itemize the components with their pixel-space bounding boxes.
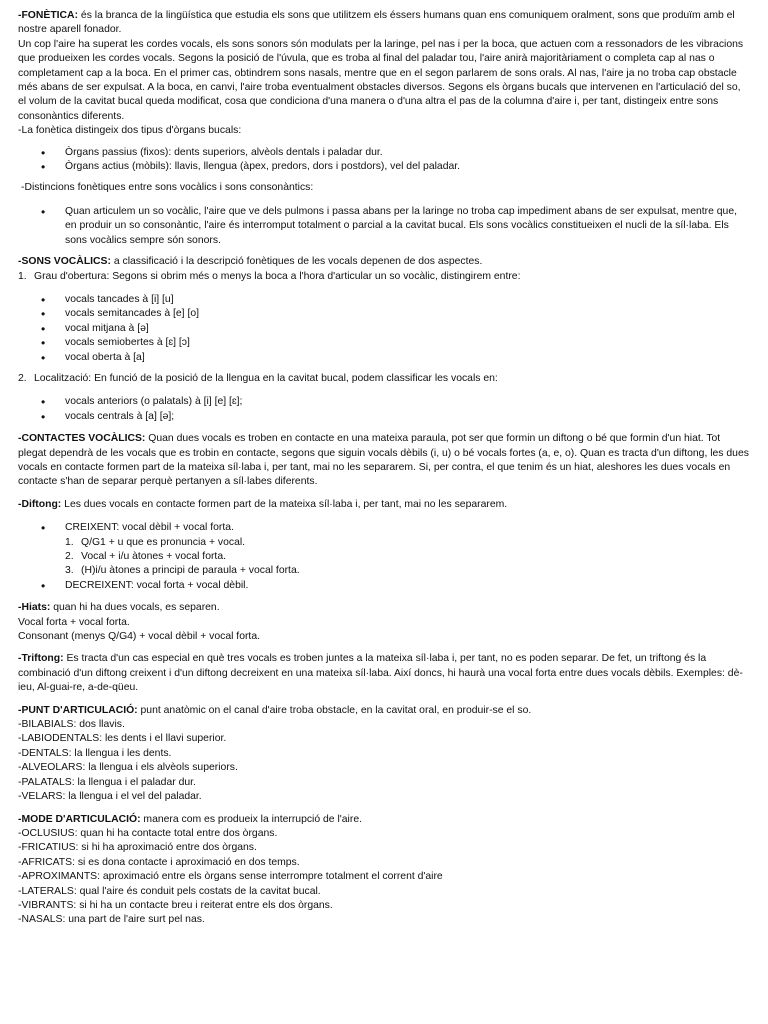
mode-item: -APROXIMANTS: aproximació entre els òrgans sense interrompre totalment el corrent d'aire <box>18 871 443 883</box>
triftong-title: -Triftong: <box>18 653 64 665</box>
hiats-line: Vocal forta + vocal forta. <box>18 616 130 628</box>
list-item: 2. Vocal + i/u àtones + vocal forta. <box>65 551 226 562</box>
punt-item: -BILABIALS: dos llavis. <box>18 719 125 731</box>
list-item: 2. Localització: En funció de la posició de la llengua en la cavitat bucal, podem classificar les vocals en: <box>18 372 498 384</box>
mode-paragraph: -MODE D'ARTICULACIÓ: manera com es produeix la interrupció de l'aire. <box>18 813 362 825</box>
grau-obertura-list <box>18 293 750 365</box>
list-item: • vocals centrals à [a] [ə]; <box>18 410 750 424</box>
diftong-list <box>18 521 750 593</box>
punt-item: -DENTALS: la llengua i les dents. <box>18 747 172 759</box>
localitzacio-list <box>18 395 750 424</box>
punt-title: -PUNT D'ARTICULACIÓ: <box>18 704 138 716</box>
fonetica-paragraph: Un cop l'aire ha superat les cordes vocals, els sons sonors són modulats per la laringe, pel nas i per la boca, que actuen com a ressonadors de les vibracions que produeixen les cordes vocals. Segons la posició de l'úvula, que es troba al final del paladar tou, l'aire anirà majoritàriament o completa cap al nas o completament cap a la boca. En el primer cas, obtindrem sons nasals, mentre que en el segon parlarem de sons orals. Al nas, l'aire ja no troba cap obstacle més abans de ser expulsat. A la boca, en canvi, l'aire troba eventualment obstacles diversos. Segons els òrgans bucals que intervenen en l'articulació del so, el volum de la cavitat bucal queda modificat, cosa que condiciona d'una manera o d'una altra el pas de la columna d'aire i, per tant, distingeix entre sons consonàntics diferents. <box>18 38 744 122</box>
punt-item: -PALATALS: la llengua i el paladar dur. <box>18 776 196 788</box>
hiats-line: Consonant (menys Q/G4) + vocal dèbil + vocal forta. <box>18 631 260 643</box>
punt-paragraph: -PUNT D'ARTICULACIÓ: punt anatòmic on el canal d'aire troba obstacle, en la cavitat oral, en produir-se el so. <box>18 704 532 716</box>
list-item: • vocal mitjana à [ə] <box>18 322 750 336</box>
creixent-sublist <box>65 536 750 579</box>
triftong-paragraph: -Triftong: Es tracta d'un cas especial en què tres vocals es troben juntes a la mateixa síl·laba i, per tant, no es poden separar. De fet, un triftong és la combinació d'un diftong creixent i d'un diftong decreixent en una mateixa síl·laba. Així doncs, hi haurà una vocal forta entre dues vocals dèbils. Exemples: dè-ieu, Al-guai-re, a-de-qüeu. <box>18 653 743 694</box>
mode-item: -AFRICATS: si es dona contacte i aproximació en dos temps. <box>18 856 300 868</box>
list-item: 3. (H)i/u àtones a principi de paraula + vocal forta. <box>65 565 300 577</box>
diftong-paragraph: -Diftong: Les dues vocals en contacte formen part de la mateixa síl·laba i, per tant, mai no les separarem. <box>18 498 508 510</box>
hiats-title: -Hiats: <box>18 602 51 614</box>
list-item: • vocals semiobertes à [ɛ] [ɔ] <box>18 336 750 350</box>
fonetica-definition: -FONÈTICA: és la branca de la lingüística que estudia els sons que utilitzem els éssers humans quan ens comuniquem oralment, sons que produïm amb el nostre aparell fonador. <box>18 10 735 36</box>
hiats-paragraph: -Hiats: quan hi ha dues vocals, es separen. <box>18 602 220 614</box>
fonetica-title: -FONÈTICA: <box>18 10 79 21</box>
distinctions-list <box>18 205 750 248</box>
list-item: 1. Q/G1 + u que es pronuncia + vocal. <box>65 536 246 548</box>
punt-item: -VELARS: la llengua i el vel del paladar. <box>18 791 202 803</box>
diftong-title: -Diftong: <box>18 498 62 510</box>
diftong-creixent: CREIXENT: vocal dèbil + vocal forta. <box>65 522 234 534</box>
sons-vocalics-paragraph: -SONS VOCÀLICS: a classificació i la descripció fonètiques de les vocals depenen de dos aspectes. <box>18 256 483 268</box>
list-item: • Òrgans actius (mòbils): llavis, llengua (àpex, predors, dors i postdors), vel del paladar. <box>18 160 750 174</box>
mode-item: -FRICATIUS: si hi ha aproximació entre dos òrgans. <box>18 842 257 854</box>
distinctions-intro: -Distincions fonètiques entre sons vocàlics i sons consonàntics: <box>21 182 314 194</box>
contactes-paragraph: -CONTACTES VOCÀLICS: Quan dues vocals es troben en contacte en una mateixa paraula, pot ser que formin un diftong o bé que formin d'un hiat. Tot plegat dependrà de les vocals que es trobin en contacte, segons que siguin vocals dèbils (i, u) o bé vocals fortes (a, e, o). Quan es tracta d'un diftong, les dues vocals en contacte formen part de la mateixa síl·laba i, per tant, mai no les separarem. Si, per contra, el que tenim és un hiat, aleshores les dues vocals en contacte s'han de separar perquè pertanyen a síl·labes diferents. <box>18 433 749 488</box>
list-item: • DECREIXENT: vocal forta + vocal dèbil. <box>18 579 750 593</box>
contactes-title: -CONTACTES VOCÀLICS: <box>18 433 146 445</box>
mode-item: -NASALS: una part de l'aire surt pel nas. <box>18 914 205 926</box>
organs-list <box>18 146 750 175</box>
list-item: • vocals semitancades à [e] [o] <box>18 307 750 321</box>
list-item: • vocal oberta à [a] <box>18 351 750 365</box>
list-item: • Quan articulem un so vocàlic, l'aire que ve dels pulmons i passa abans per la laringe no troba cap impediment abans de ser expulsat, mentre que, en produir un so consonàntic, l'aire és interromput totalment o parcial a la cavitat bucal. Els sons vocàlics constitueixen el nucli de la síl·laba. Els sons vocàlics sempre són sonors. <box>18 205 750 248</box>
mode-item: -LATERALS: qual l'aire és conduit pels costats de la cavitat bucal. <box>18 885 321 897</box>
list-item: • vocals tancades à [i] [u] <box>18 293 750 307</box>
organs-intro: -La fonètica distingeix dos tipus d'òrgans bucals: <box>18 125 242 137</box>
grau-obertura <box>18 270 750 284</box>
sons-vocalics-title: -SONS VOCÀLICS: <box>18 256 111 268</box>
mode-item: -OCLUSIUS: quan hi ha contacte total entre dos òrgans. <box>18 827 278 839</box>
punt-item: -ALVEOLARS: la llengua i els alvèols superiors. <box>18 762 238 774</box>
list-item: • vocals anteriors (o palatals) à [i] [e] [ɛ]; <box>18 395 750 409</box>
mode-title: -MODE D'ARTICULACIÓ: <box>18 813 141 825</box>
list-item: • Òrgans passius (fixos): dents superiors, alvèols dentals i paladar dur. <box>18 146 750 160</box>
mode-item: -VIBRANTS: si hi ha un contacte breu i reiterat entre els dos òrgans. <box>18 899 333 911</box>
localitzacio <box>18 372 750 386</box>
list-item: 1. Grau d'obertura: Segons si obrim més o menys la boca a l'hora d'articular un so vocàlic, distingirem entre: <box>18 270 521 282</box>
punt-item: -LABIODENTALS: les dents i el llavi superior. <box>18 733 227 745</box>
list-item <box>18 521 750 579</box>
